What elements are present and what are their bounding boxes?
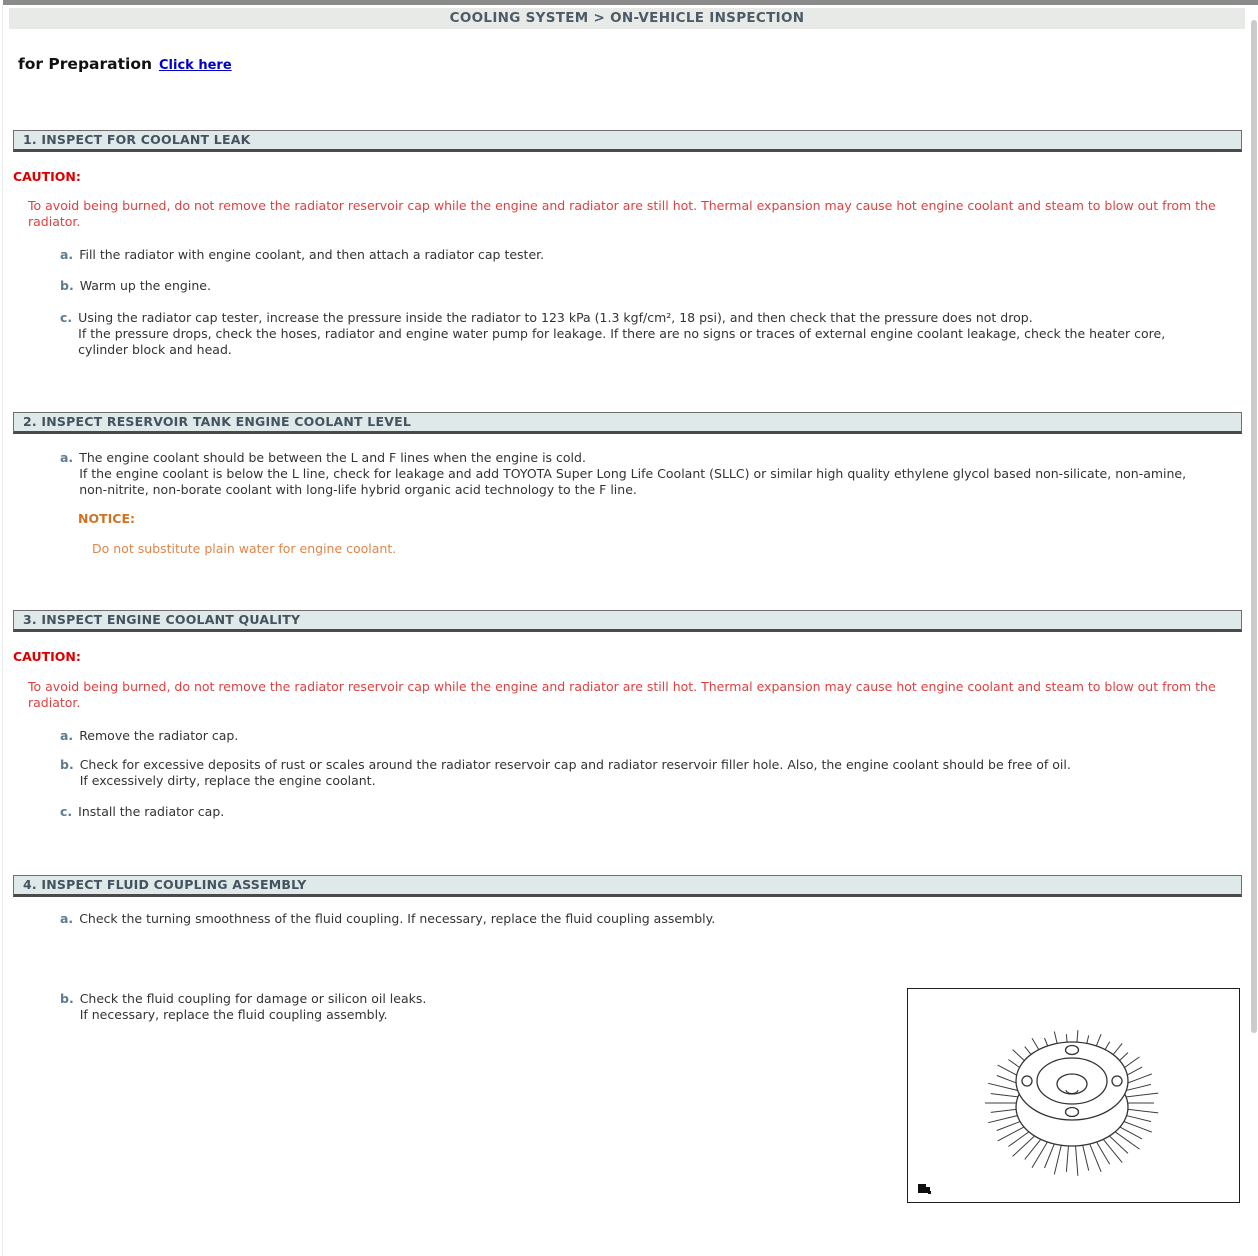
step-letter: b.: [60, 991, 74, 1006]
step-letter: c.: [60, 804, 73, 819]
step-1b: [60, 278, 1214, 294]
fluid-coupling-figure: [907, 988, 1240, 1203]
preparation-link[interactable]: Click here: [159, 58, 232, 73]
fluid-coupling-drawing: [908, 989, 1239, 1202]
step-1c: [60, 310, 1214, 358]
caution-label: CAUTION:: [13, 169, 81, 184]
step-line-1: Install the radiator cap.: [78, 804, 225, 819]
caution-text: To avoid being burned, do not remove the radiator reservoir cap while the engine and radiator are still hot. Thermal expansion may cause hot engine coolant and steam to blow out from the radiator.: [28, 198, 1216, 229]
step-1a: [60, 247, 1214, 263]
step-line-2: If the pressure drops, check the hoses, radiator and engine water pump for leakage. If there are no signs or traces of external engine coolant leakage, check the heater core, cylinder block and head.: [78, 326, 1166, 357]
breadcrumb-title-bar: [9, 8, 1245, 29]
step-line-2: If the engine coolant is below the L line, check for leakage and add TOYOTA Super Long Life Coolant (SLLC) or similar high quality ethylene glycol based non-silicate, non-amine, non-nitrite, non-borate coolant with long-life hybrid organic acid technology to the F line.: [79, 466, 1187, 497]
section-title: 4. INSPECT FLUID COUPLING ASSEMBLY: [23, 877, 307, 892]
step-line-2: If excessively dirty, replace the engine coolant.: [79, 773, 376, 788]
step-letter: c.: [60, 310, 73, 325]
enlarge-icon[interactable]: [918, 1184, 930, 1193]
step-line-1: Fill the radiator with engine coolant, and then attach a radiator cap tester.: [79, 247, 545, 262]
preparation-row: [18, 54, 232, 73]
notice-text: Do not substitute plain water for engine coolant.: [92, 541, 397, 556]
step-letter: a.: [60, 450, 74, 465]
step-letter: a.: [60, 911, 74, 926]
notice-label: NOTICE:: [78, 511, 135, 526]
section-header-3: [13, 610, 1242, 632]
step-letter: a.: [60, 728, 74, 743]
section-title: 2. INSPECT RESERVOIR TANK ENGINE COOLANT LEVEL: [23, 414, 411, 429]
section-title: 3. INSPECT ENGINE COOLANT QUALITY: [23, 612, 301, 627]
step-line-1: Check for excessive deposits of rust or scales around the radiator reservoir cap and radiator reservoir filler hole. Also, the engine coolant should be free of oil.: [79, 757, 1071, 772]
caution-text: To avoid being burned, do not remove the radiator reservoir cap while the engine and radiator are still hot. Thermal expansion may cause hot engine coolant and steam to blow out from the radiator.: [28, 679, 1216, 710]
step-line-2: If necessary, replace the fluid coupling assembly.: [79, 1007, 388, 1022]
step-letter: a.: [60, 247, 74, 262]
step-4a: [60, 911, 1214, 927]
step-4b: [60, 991, 850, 1023]
page-title: COOLING SYSTEM > ON-VEHICLE INSPECTION: [449, 10, 805, 26]
step-line-1: Remove the radiator cap.: [79, 728, 239, 743]
step-line-1: Check the fluid coupling for damage or silicon oil leaks.: [79, 991, 427, 1006]
step-line-1: Warm up the engine.: [79, 278, 211, 293]
left-edge-line: [2, 5, 3, 1256]
step-line-1: Using the radiator cap tester, increase the pressure inside the radiator to 123 kPa (1.3 kgf/cm², 18 psi), and then check that the pressure does not drop.: [78, 310, 1033, 325]
preparation-label: for Preparation: [18, 55, 153, 73]
step-2a: [60, 450, 1214, 498]
top-rule: [3, 0, 1258, 5]
section-header-4: [13, 875, 1242, 897]
step-3b: [60, 757, 1214, 789]
step-letter: b.: [60, 278, 74, 293]
step-line-1: Check the turning smoothness of the fluid coupling. If necessary, replace the fluid coupling assembly.: [79, 911, 716, 926]
step-3c: [60, 804, 1214, 820]
step-3a: [60, 728, 1214, 744]
step-line-1: The engine coolant should be between the L and F lines when the engine is cold.: [79, 450, 586, 465]
step-letter: b.: [60, 757, 74, 772]
scrollbar-thumb[interactable]: [1251, 20, 1257, 1033]
section-header-1: [13, 130, 1242, 152]
caution-label: CAUTION:: [13, 649, 81, 664]
section-title: 1. INSPECT FOR COOLANT LEAK: [23, 132, 251, 147]
section-header-2: [13, 412, 1242, 434]
